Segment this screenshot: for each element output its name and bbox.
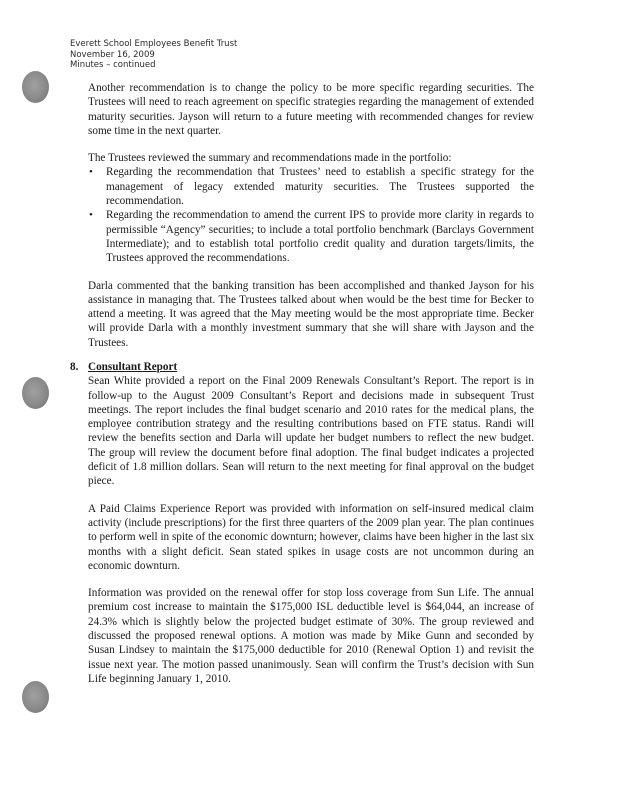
punch-hole-bottom	[22, 681, 49, 713]
list-item	[88, 165, 534, 208]
paragraph: A Paid Claims Experience Report was provided with information on self-insured medical claim activity (include prescriptions) for the first three quarters of the 2009 plan year. The plan continues to perform well in spite of the economic downturn; however, claims have been higher in the last six months with a slight deficit. Sean stated spikes in usage costs are not uncommon during an economic downturn.	[88, 502, 534, 572]
paragraph: Information was provided on the renewal offer for stop loss coverage from Sun Life. The annual premium cost increase to maintain the $175,000 ISL deductible level is $64,044, an increase of 24.3% which is slightly below the projected budget estimate of 30%. The group reviewed and discussed the proposed renewal options. A motion was made by Mike Gunn and seconded by Susan Lindsey to maintain the $175,000 deductible for 2010 (Renewal Option 1) and revisit the issue next year. The motion passed unanimously. Sean will confirm the Trust’s decision with Sun Life beginning January 1, 2010.	[88, 587, 534, 685]
header-date: November 16, 2009	[70, 49, 155, 60]
section-heading	[70, 360, 534, 374]
header-organization: Everett School Employees Benefit Trust	[70, 39, 238, 49]
header-continued: Minutes – continued	[70, 60, 156, 70]
list-item	[88, 208, 534, 265]
paragraph: The Trustees reviewed the summary and recommendations made in the portfolio:	[88, 152, 452, 165]
recommendation-list	[88, 165, 534, 265]
list-item-text: Regarding the recommendation to amend the current IPS to provide more clarity in regards to permissible “Agency” securities; to include a total portfolio benchmark (Barclays Government Intermediate); and to establish total portfolio credit quality and duration targets/limits, the Trustees approved the recommendations.	[106, 209, 534, 265]
paragraph: Sean White provided a report on the Final 2009 Renewals Consultant’s Report. The report is in follow-up to the August 2009 Consultant’s Report and decisions made in subsequent Trust meetings. The report includes the final budget scenario and 2010 rates for the medical plans, the employee contribution strategy and the resulting contributions based on FTE status. Randi will review the benefits section and Darla will update her budget numbers to reflect the new budget. The group will review the document before final adoption. The final budget indicates a projected deficit of 1.8 million dollars. Sean will return to the next meeting for final approval on the budget piece.	[88, 375, 534, 488]
section-number: 8.	[70, 361, 79, 373]
paragraph: Darla commented that the banking transition has been accomplished and thanked Jayson for his assistance in managing that. The Trustees talked about when would be the best time for Becker to attend a meeting. It was agreed that the May meeting would be the most appropriate time. Becker will provide Darla with a monthly investment summary that she will share with Jayson and the Trustees.	[88, 279, 534, 349]
bullet-icon: •	[89, 166, 93, 179]
bullet-icon: •	[89, 209, 93, 222]
section-consultant-report	[70, 360, 534, 686]
list-item-text: Regarding the recommendation that Trustees’ need to establish a specific strategy for the management of legacy extended maturity securities. The Trustees supported the recommendation.	[106, 166, 534, 208]
running-header	[70, 39, 237, 71]
section-title: Consultant Report	[88, 361, 178, 373]
paragraph: Another recommendation is to change the policy to be more specific regarding securities. The Trustees will need to reach agreement on specific strategies regarding the management of extended maturity securities. Jayson will return to a future meeting with recommended changes for review some time in the next quarter.	[88, 82, 534, 137]
section-body	[88, 374, 534, 686]
punch-hole-middle	[22, 377, 49, 409]
punch-hole-top	[22, 71, 49, 103]
continued-section-body	[88, 81, 534, 350]
